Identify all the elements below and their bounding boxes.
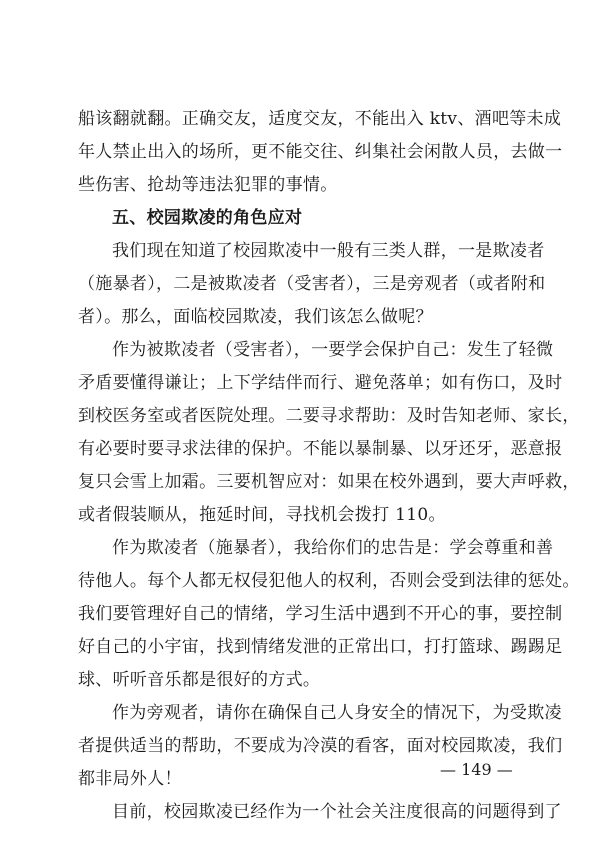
text-line: 者提供适当的帮助，不要成为冷漠的看客，面对校园欺凌，我们 <box>78 736 563 756</box>
text-line: 船该翻就翻。正确交友，适度交友，不能出入 ktv、酒吧等未成 <box>78 109 562 129</box>
text-line: 球、听听音乐都是很好的方式。 <box>78 670 321 690</box>
text-line: 作为欺凌者（施暴者），我给你们的忠告是：学会尊重和善 <box>112 538 554 558</box>
text-line: 或者假装顺从，拖延时间，寻找机会拨打 110。 <box>78 505 446 525</box>
text-line: 些伤害、抢劫等违法犯罪的事情。 <box>78 175 338 195</box>
text-line: 年人禁止出入的场所，更不能交往、纠集社会闲散人员，去做一 <box>78 142 563 162</box>
text-line: 好自己的小宇宙，找到情绪发泄的正常出口，打打篮球、踢踢足 <box>78 637 563 657</box>
text-line: 目前，校园欺凌已经作为一个社会关注度很高的问题得到了 <box>112 802 562 822</box>
text-line: （施暴者），二是被欺凌者（受害者），三是旁观者（或者附和 <box>78 274 546 294</box>
text-line: 作为旁观者，请你在确保自己人身安全的情况下，为受欺凌 <box>112 703 562 723</box>
text-line: 作为被欺凌者（受害者），一要学会保护自己：发生了轻微 <box>112 340 554 360</box>
text-line: 矛盾要懂得谦让；上下学结伴而行、避免落单；如有伤口，及时 <box>78 373 563 393</box>
text-line: 有必要时要寻求法律的保护。不能以暴制暴、以牙还牙，恶意报 <box>78 439 563 459</box>
text-line: 到校医务室或者医院处理。二要寻求帮助：及时告知老师、家长， <box>78 406 580 426</box>
text-line: 者）。那么，面临校园欺凌，我们该怎么做呢？ <box>78 307 433 327</box>
section-heading: 五、校园欺凌的角色应对 <box>112 208 303 228</box>
page-number: — 149 — <box>440 760 513 779</box>
document-body <box>78 103 580 829</box>
text-line: 都非局外人！ <box>78 769 182 789</box>
text-line: 我们现在知道了校园欺凌中一般有三类人群，一是欺凌者 <box>112 241 545 261</box>
text-line: 我们要管理好自己的情绪，学习生活中遇到不开心的事，要控制 <box>78 604 563 624</box>
text-line: 待他人。每个人都无权侵犯他人的权利，否则会受到法律的惩处。 <box>78 571 580 591</box>
text-line: 复只会雪上加霜。三要机智应对：如果在校外遇到，要大声呼救， <box>78 472 580 492</box>
